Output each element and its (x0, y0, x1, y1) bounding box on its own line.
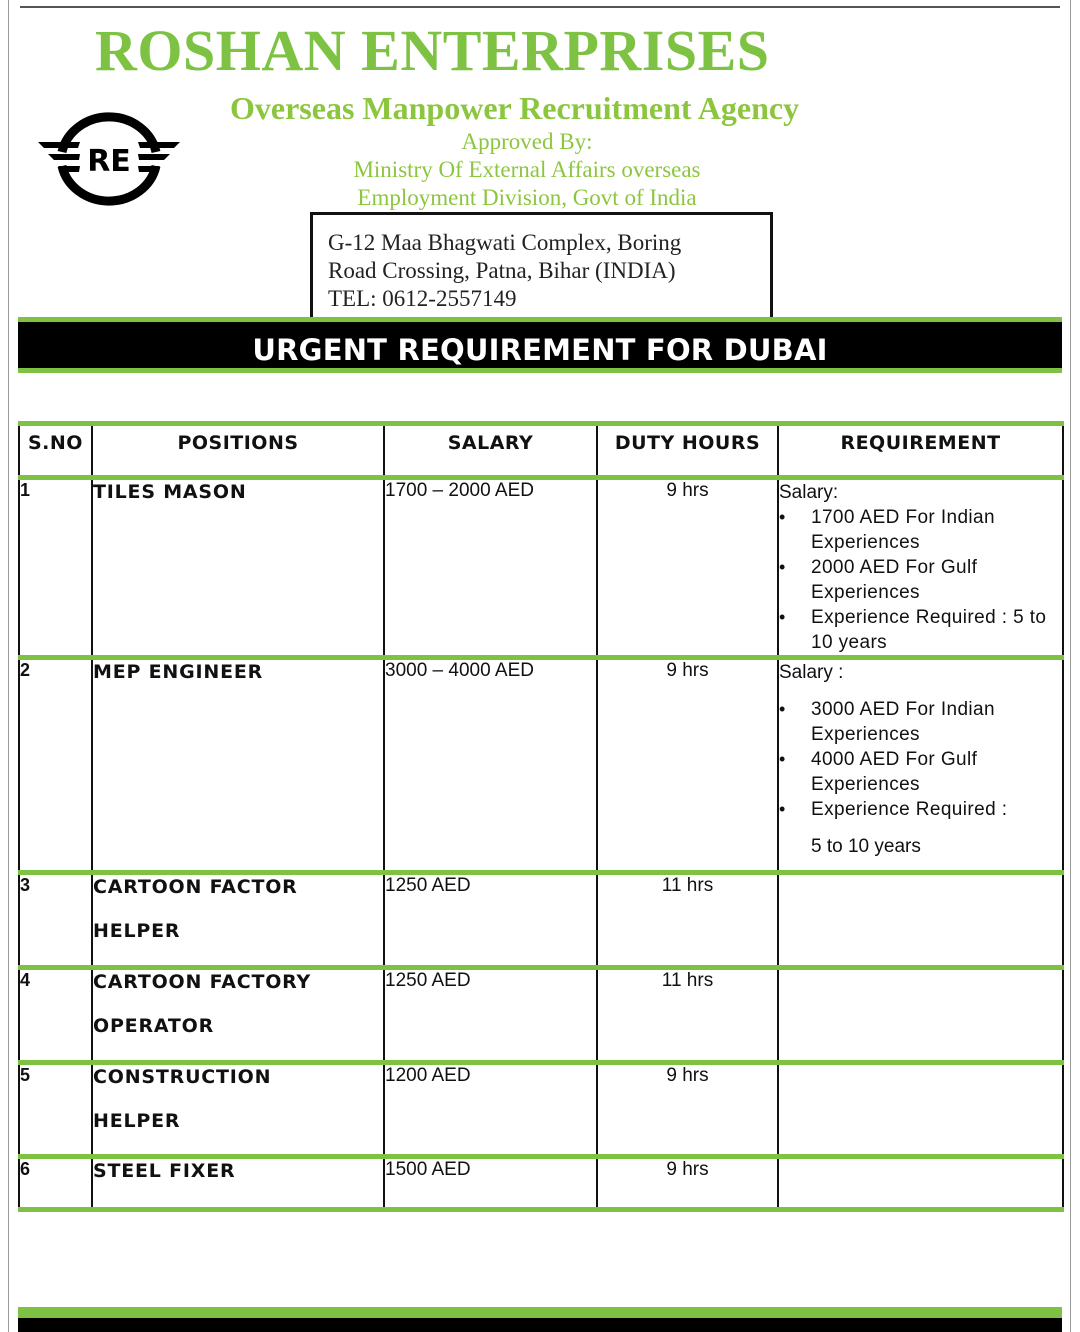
row-requirement (778, 873, 1063, 968)
ministry-line-1: Ministry Of External Affairs overseas (353, 157, 701, 182)
position-line: CARTOON FACTORY (93, 971, 312, 993)
logo-left-wing-1 (38, 142, 80, 148)
row-sno: 4 (19, 968, 92, 1063)
requirement-item-continuation: 5 to 10 years (811, 836, 921, 857)
requirement-heading: Salary : (779, 662, 844, 683)
row-hours: 11 hrs (597, 873, 778, 968)
row-hours: 9 hrs (597, 1157, 778, 1210)
header-positions: POSITIONS (92, 424, 384, 478)
row-salary: 1250 AED (384, 968, 597, 1063)
requirement-item: • 4000 AED For Gulf Experiences (779, 747, 1062, 797)
header-duty-hours: DUTY HOURS (597, 424, 778, 478)
row-position (92, 873, 384, 968)
address-line-1: G-12 Maa Bhagwati Complex, Boring (328, 230, 682, 255)
requirement-item: • Experience Required : (779, 797, 1062, 822)
row-requirement (778, 478, 1063, 658)
position-line: HELPER (93, 920, 181, 942)
page-top-rule (20, 6, 1060, 8)
requirement-item: • 2000 AED For Gulf Experiences (779, 555, 1062, 605)
company-logo (36, 112, 182, 206)
requirement-item: • 1700 AED For Indian Experiences (779, 505, 1062, 555)
row-sno: 1 (19, 478, 92, 658)
row-position (92, 968, 384, 1063)
company-tagline: Overseas Manpower Recruitment Agency (230, 90, 800, 126)
row-sno: 6 (19, 1157, 92, 1210)
company-name: ROSHAN ENTERPRISES (95, 18, 770, 83)
row-salary: 1700 – 2000 AED (384, 478, 597, 658)
row-requirement (778, 658, 1063, 873)
row-salary: 1500 AED (384, 1157, 597, 1210)
row-sno: 3 (19, 873, 92, 968)
page-right-edge (1070, 0, 1071, 1332)
footer-green-rule (18, 1307, 1062, 1318)
table-row (19, 658, 1063, 873)
jobs-table (18, 421, 1064, 1212)
address-box (310, 212, 773, 318)
row-sno: 5 (19, 1063, 92, 1157)
requirement-list (779, 505, 1062, 655)
position-line: HELPER (93, 1110, 181, 1132)
row-requirement (778, 968, 1063, 1063)
header-sno: S.NO (19, 424, 92, 478)
row-hours: 11 hrs (597, 968, 778, 1063)
row-position (92, 1157, 384, 1210)
row-hours: 9 hrs (597, 658, 778, 873)
table-row (19, 873, 1063, 968)
footer-black-rule (18, 1318, 1062, 1332)
row-salary: 1250 AED (384, 873, 597, 968)
requirement-heading: Salary: (779, 482, 839, 503)
logo-left-wing-2 (48, 154, 80, 160)
table-row (19, 968, 1063, 1063)
row-sno: 2 (19, 658, 92, 873)
row-requirement (778, 1063, 1063, 1157)
requirement-list (779, 697, 1062, 822)
row-hours: 9 hrs (597, 1063, 778, 1157)
table-row (19, 1157, 1063, 1210)
position-line: STEEL FIXER (93, 1160, 236, 1182)
row-hours: 9 hrs (597, 478, 778, 658)
position-line: MEP ENGINEER (93, 661, 264, 683)
row-requirement (778, 1157, 1063, 1210)
row-position (92, 1063, 384, 1157)
approved-by: Approved By: (461, 129, 593, 154)
row-salary: 1200 AED (384, 1063, 597, 1157)
table-row (19, 478, 1063, 658)
logo-right-wing-2 (138, 154, 170, 160)
logo-right-wing-1 (138, 142, 180, 148)
banner-green-rule-bottom (18, 368, 1062, 373)
header-requirement: REQUIREMENT (778, 424, 1063, 478)
urgent-banner: URGENT REQUIREMENT FOR DUBAI (18, 322, 1062, 368)
header-salary: SALARY (384, 424, 597, 478)
logo-text: RE (87, 144, 131, 179)
requirement-item: • Experience Required : 5 to 10 years (779, 605, 1062, 655)
row-position (92, 478, 384, 658)
requirement-item: • 3000 AED For Indian Experiences (779, 697, 1062, 747)
row-position (92, 658, 384, 873)
page-left-edge (8, 0, 9, 1332)
position-line: CARTOON FACTOR (93, 876, 298, 898)
table-row (19, 1063, 1063, 1157)
position-line: TILES MASON (93, 481, 247, 503)
ministry-line-2: Employment Division, Govt of India (357, 185, 697, 210)
address-line-2: Road Crossing, Patna, Bihar (INDIA) (328, 258, 676, 283)
position-line: OPERATOR (93, 1015, 215, 1037)
address-phone: TEL: 0612-2557149 (328, 286, 517, 311)
position-line: CONSTRUCTION (93, 1066, 272, 1088)
row-salary: 3000 – 4000 AED (384, 658, 597, 873)
